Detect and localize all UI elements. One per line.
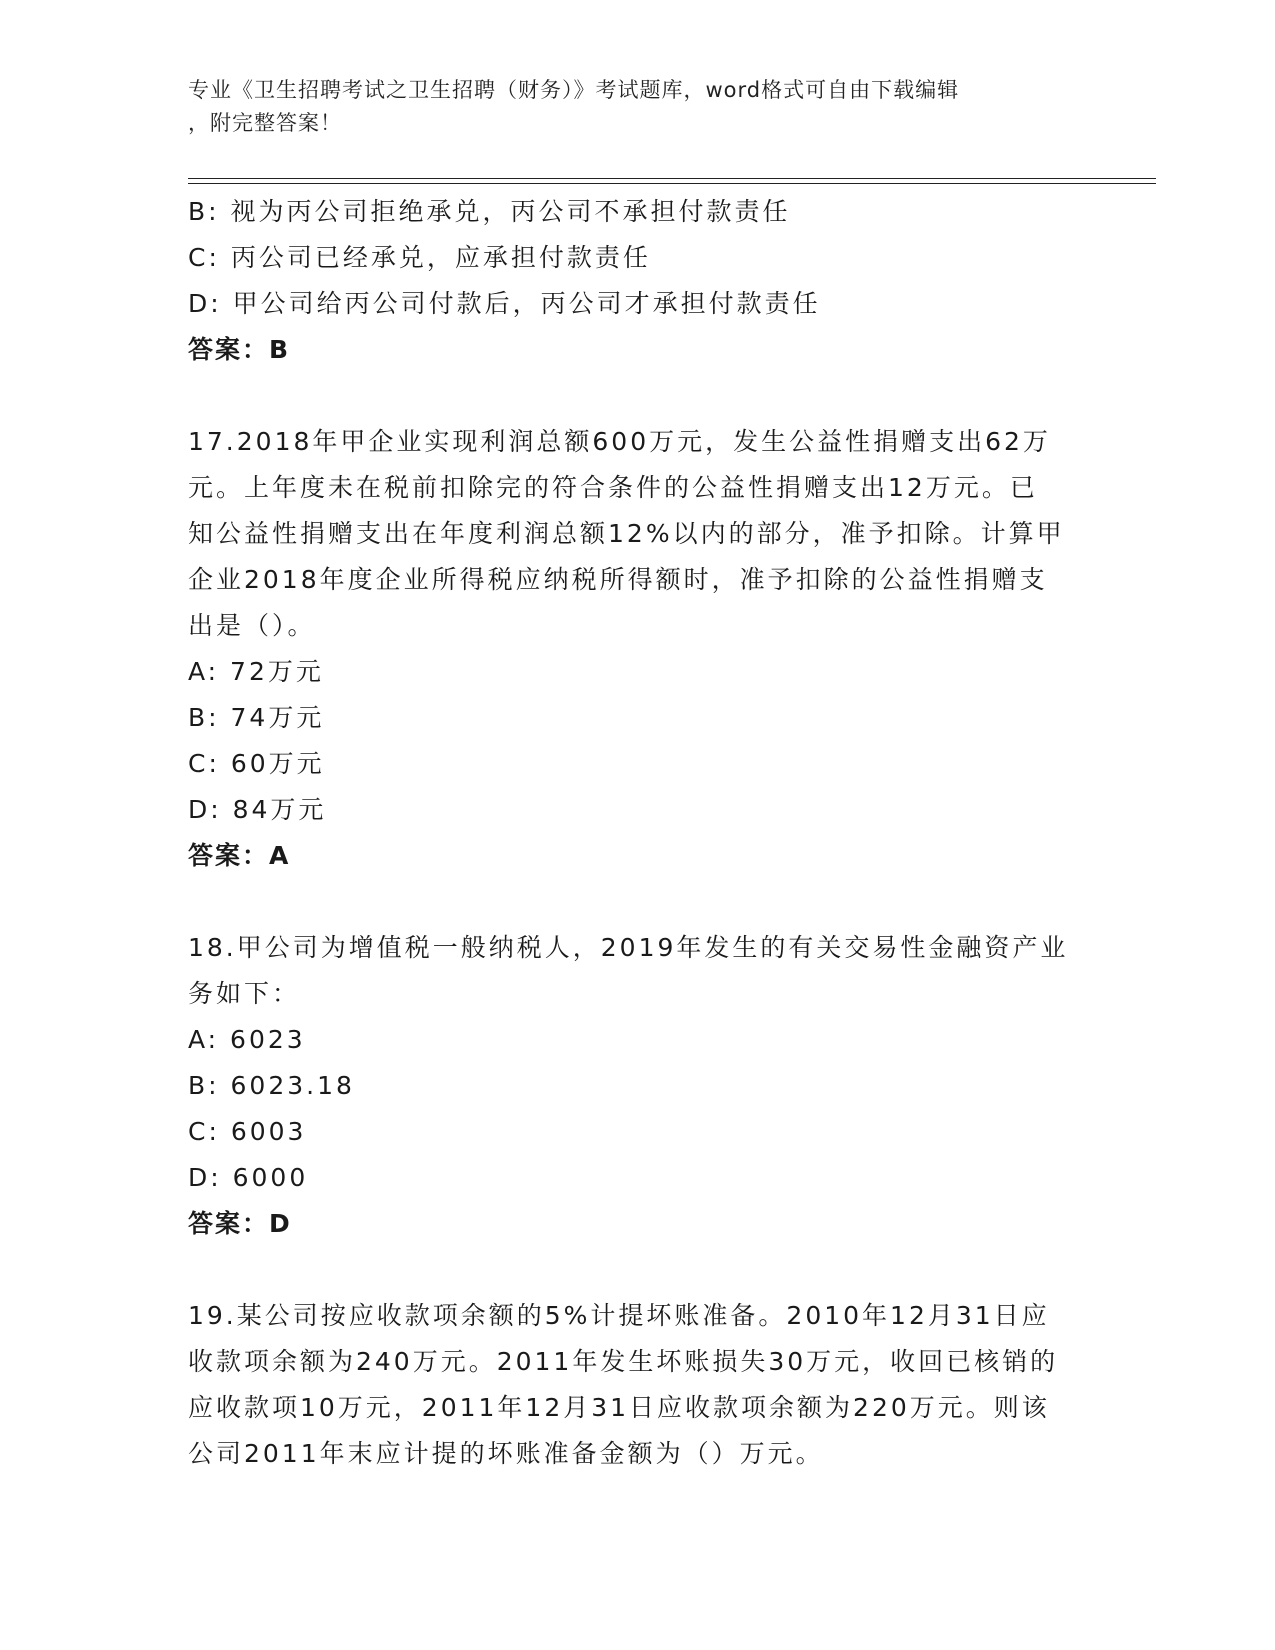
q16-option-b: B: 视为丙公司拒绝承兑，丙公司不承担付款责任 <box>188 197 791 226</box>
q18-stem-line-1: 18.甲公司为增值税一般纳税人，2019年发生的有关交易性金融资产业 <box>188 933 1069 962</box>
q17-option-c: C: 60万元 <box>188 749 325 778</box>
q18-answer: 答案：D <box>188 1209 292 1238</box>
q16-answer: 答案：B <box>188 335 291 364</box>
q17-answer: 答案：A <box>188 841 291 870</box>
q19-stem-line-4: 公司2011年末应计提的坏账准备金额为（）万元。 <box>188 1439 824 1468</box>
q16-option-c: C: 丙公司已经承兑，应承担付款责任 <box>188 243 651 272</box>
q17-option-d: D: 84万元 <box>188 795 327 824</box>
q17-stem-line-1: 17.2018年甲企业实现利润总额600万元，发生公益性捐赠支出62万 <box>188 427 1051 456</box>
q16-option-d: D: 甲公司给丙公司付款后，丙公司才承担付款责任 <box>188 289 821 318</box>
q18-option-a: A: 6023 <box>188 1025 306 1054</box>
q17-option-b: B: 74万元 <box>188 703 325 732</box>
header-divider-bottom <box>188 183 1156 184</box>
spacer <box>188 1247 1088 1293</box>
document-header <box>188 74 1088 140</box>
q17-stem-line-4: 企业2018年度企业所得税应纳税所得额时，准予扣除的公益性捐赠支 <box>188 565 1048 594</box>
q18-option-b: B: 6023.18 <box>188 1071 355 1100</box>
q18-option-c: C: 6003 <box>188 1117 307 1146</box>
q17-stem-line-5: 出是（）。 <box>188 611 316 640</box>
header-title-line-1: 专业《卫生招聘考试之卫生招聘（财务）》考试题库，word格式可自由下载编辑 <box>188 78 960 102</box>
q17-stem-line-2: 元。上年度未在税前扣除完的符合条件的公益性捐赠支出12万元。已 <box>188 473 1038 502</box>
q19-stem-line-3: 应收款项10万元，2011年12月31日应收款项余额为220万元。则该 <box>188 1393 1050 1422</box>
header-divider-top <box>188 178 1156 179</box>
document-body <box>188 189 1088 1477</box>
spacer <box>188 373 1088 419</box>
q17-option-a: A: 72万元 <box>188 657 324 686</box>
q18-option-d: D: 6000 <box>188 1163 309 1192</box>
q19-stem-line-2: 收款项余额为240万元。2011年发生坏账损失30万元，收回已核销的 <box>188 1347 1059 1376</box>
q17-stem-line-3: 知公益性捐赠支出在年度利润总额12%以内的部分，准予扣除。计算甲 <box>188 519 1065 548</box>
q19-stem-line-1: 19.某公司按应收款项余额的5%计提坏账准备。2010年12月31日应 <box>188 1301 1050 1330</box>
spacer <box>188 879 1088 925</box>
header-title-line-2: ，附完整答案！ <box>188 111 342 135</box>
q18-stem-line-2: 务如下： <box>188 979 301 1008</box>
